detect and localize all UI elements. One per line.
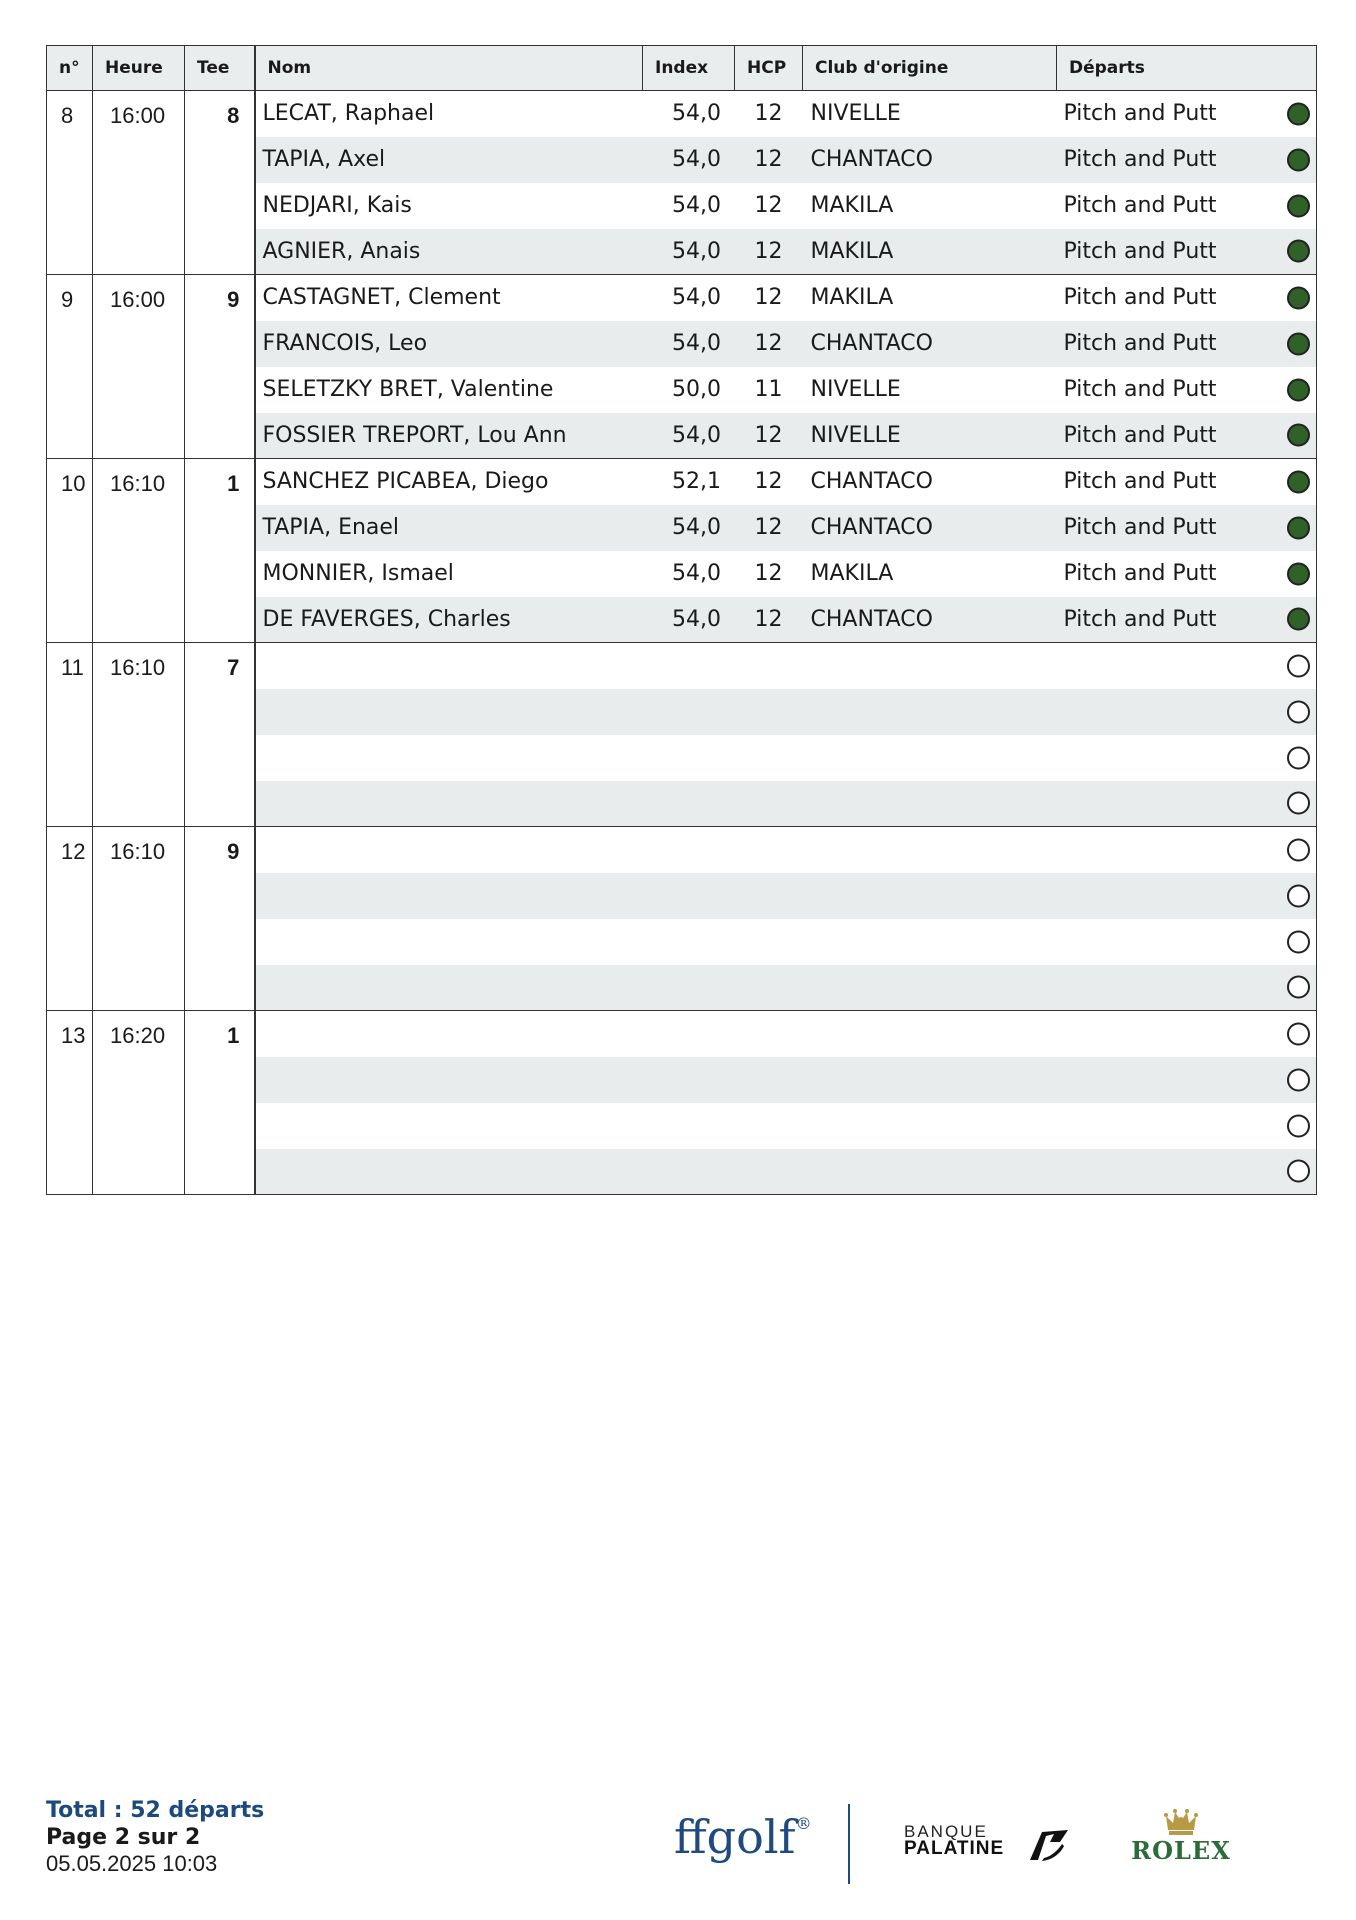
column-header-departs: Départs	[1057, 46, 1317, 91]
player-depart-cell	[1057, 919, 1317, 965]
player-depart-cell	[1057, 551, 1317, 597]
player-depart-cell	[1057, 275, 1317, 321]
player-depart-cell	[1057, 873, 1317, 919]
player-depart-cell	[1057, 827, 1317, 873]
player-depart: Pitch and Putt	[1063, 193, 1217, 218]
column-header-name: Nom	[255, 46, 643, 91]
player-hcp: 12	[735, 505, 803, 551]
player-name: MONNIER, Ismael	[262, 561, 454, 586]
table-row	[47, 1011, 1317, 1057]
tee-number: 1	[185, 459, 255, 643]
player-index: 54,0	[643, 137, 735, 183]
player-hcp: 12	[735, 413, 803, 459]
player-club	[803, 1103, 1057, 1149]
tee-number: 7	[185, 643, 255, 827]
player-club: MAKILA	[810, 285, 894, 311]
table-row	[47, 459, 1317, 505]
column-header-index: Index	[643, 46, 735, 91]
status-dot-empty-icon	[1287, 930, 1310, 953]
banque-palatine-line1: BANQUE	[904, 1822, 988, 1841]
player-hcp	[735, 689, 803, 735]
player-name: SANCHEZ PICABEA, Diego	[262, 469, 549, 495]
player-club	[803, 735, 1057, 781]
player-club: NIVELLE	[810, 377, 901, 402]
player-club	[803, 689, 1057, 735]
player-name	[255, 643, 643, 689]
player-club: MAKILA	[810, 193, 894, 218]
player-index	[643, 1149, 735, 1195]
status-dot-empty-icon	[1287, 838, 1310, 861]
status-dot-empty-icon	[1287, 654, 1310, 677]
table-row	[47, 275, 1317, 321]
player-index	[643, 1103, 735, 1149]
tee-sheet	[46, 45, 1316, 1195]
player-name: TAPIA, Axel	[255, 137, 643, 183]
player-hcp: 12	[735, 137, 803, 183]
status-dot-confirmed-icon	[1287, 470, 1310, 493]
status-dot-empty-icon	[1287, 746, 1310, 769]
player-hcp	[735, 965, 803, 1011]
player-hcp	[735, 1103, 803, 1149]
group-number: 10	[47, 459, 93, 643]
player-depart: Pitch and Putt	[1063, 422, 1217, 448]
player-hcp: 12	[735, 229, 803, 275]
player-name	[255, 873, 643, 919]
start-list-table	[46, 45, 1317, 1195]
player-name	[255, 1011, 643, 1057]
tee-time: 16:00	[93, 275, 185, 459]
player-depart-cell	[1057, 505, 1317, 551]
player-name: CASTAGNET, Clement	[262, 285, 501, 311]
player-index	[643, 781, 735, 827]
status-dot-empty-icon	[1287, 1160, 1310, 1183]
player-depart-cell	[1057, 643, 1317, 689]
player-hcp: 12	[754, 101, 783, 127]
player-name: SELETZKY BRET, Valentine	[262, 377, 554, 402]
status-dot-empty-icon	[1287, 976, 1310, 999]
player-club: CHANTACO	[803, 505, 1057, 551]
ffgolf-logo-text: ffgolf	[674, 1810, 796, 1864]
player-club: CHANTACO	[803, 597, 1057, 643]
print-timestamp: 05.05.2025 10:03	[46, 1851, 218, 1876]
player-hcp: 12	[754, 469, 783, 495]
footer-summary	[46, 1797, 264, 1877]
ffgolf-logo	[674, 1810, 812, 1864]
banque-palatine-line2: PALATINE	[904, 1838, 1005, 1859]
tee-time: 16:20	[93, 1011, 185, 1195]
total-departs: Total : 52 départs	[46, 1798, 265, 1823]
player-index: 54,0	[672, 285, 721, 311]
player-depart-cell	[1057, 367, 1317, 413]
group-number: 9	[47, 275, 93, 459]
player-club: CHANTACO	[803, 321, 1057, 367]
player-hcp: 12	[735, 597, 803, 643]
sponsor-logos	[660, 1800, 1260, 1890]
column-header-hcp: HCP	[735, 46, 803, 91]
player-club: MAKILA	[803, 229, 1057, 275]
player-index	[643, 965, 735, 1011]
player-index	[643, 689, 735, 735]
player-depart: Pitch and Putt	[1063, 147, 1217, 172]
player-name: FRANCOIS, Leo	[255, 321, 643, 367]
player-hcp	[735, 873, 803, 919]
player-name: FOSSIER TREPORT, Lou Ann	[255, 413, 643, 459]
player-club	[803, 781, 1057, 827]
player-index: 54,0	[672, 101, 721, 127]
table-header-row	[47, 46, 1317, 91]
player-depart-cell	[1057, 1011, 1317, 1057]
player-hcp	[735, 1057, 803, 1103]
status-dot-empty-icon	[1287, 792, 1310, 815]
page-number: Page 2 sur 2	[46, 1825, 201, 1850]
player-depart-cell	[1057, 183, 1317, 229]
player-depart: Pitch and Putt	[1063, 515, 1217, 540]
player-name: LECAT, Raphael	[262, 101, 435, 127]
player-hcp	[735, 643, 803, 689]
player-hcp	[735, 827, 803, 873]
player-index: 50,0	[672, 377, 721, 402]
status-dot-confirmed-icon	[1287, 608, 1310, 631]
column-header-club: Club d'origine	[803, 46, 1057, 91]
status-dot-empty-icon	[1287, 884, 1310, 907]
column-header-time: Heure	[93, 46, 185, 91]
rolex-logo	[1126, 1808, 1236, 1865]
player-hcp: 12	[754, 193, 783, 218]
player-club	[803, 827, 1057, 873]
player-club	[803, 1011, 1057, 1057]
tee-number: 9	[185, 827, 255, 1011]
column-header-number: n°	[47, 46, 93, 91]
player-name	[255, 1057, 643, 1103]
player-club: CHANTACO	[810, 469, 933, 495]
group-number: 12	[47, 827, 93, 1011]
status-dot-confirmed-icon	[1287, 332, 1310, 355]
player-index: 54,0	[643, 229, 735, 275]
player-hcp	[735, 781, 803, 827]
player-club: MAKILA	[810, 561, 894, 586]
banque-palatine-emblem-icon	[1024, 1828, 1070, 1862]
player-index: 54,0	[643, 597, 735, 643]
player-hcp	[735, 919, 803, 965]
player-name	[255, 1149, 643, 1195]
status-dot-confirmed-icon	[1287, 562, 1310, 585]
status-dot-confirmed-icon	[1287, 286, 1310, 309]
player-depart: Pitch and Putt	[1063, 561, 1217, 586]
player-club	[803, 643, 1057, 689]
player-depart-cell	[1057, 459, 1317, 505]
player-index: 54,0	[643, 505, 735, 551]
status-dot-empty-icon	[1287, 700, 1310, 723]
player-name: DE FAVERGES, Charles	[255, 597, 643, 643]
player-hcp	[735, 1011, 803, 1057]
status-dot-confirmed-icon	[1287, 240, 1310, 263]
player-depart-cell	[1057, 735, 1317, 781]
status-dot-empty-icon	[1287, 1022, 1310, 1045]
player-index	[643, 1011, 735, 1057]
banque-palatine-logo	[904, 1824, 1004, 1858]
player-name: NEDJARI, Kais	[262, 193, 412, 218]
tee-number: 9	[185, 275, 255, 459]
tee-time: 16:10	[93, 643, 185, 827]
column-header-tee: Tee	[185, 46, 255, 91]
player-hcp: 12	[754, 561, 783, 586]
player-index	[643, 873, 735, 919]
status-dot-empty-icon	[1287, 1114, 1310, 1137]
player-hcp: 11	[754, 377, 783, 402]
player-depart-cell	[1057, 1149, 1317, 1195]
player-index: 54,0	[672, 193, 721, 218]
player-depart: Pitch and Putt	[1063, 469, 1217, 495]
rolex-wordmark: ROLEX	[1131, 1836, 1231, 1865]
player-club	[803, 919, 1057, 965]
player-index: 52,1	[672, 469, 721, 495]
player-depart: Pitch and Putt	[1063, 101, 1217, 127]
ffgolf-trademark: ®	[795, 1814, 812, 1833]
player-club	[803, 965, 1057, 1011]
player-club	[803, 873, 1057, 919]
player-index	[643, 919, 735, 965]
player-depart-cell	[1057, 229, 1317, 275]
player-depart-cell	[1057, 91, 1317, 137]
player-hcp: 12	[754, 285, 783, 311]
player-depart-cell	[1057, 137, 1317, 183]
player-club: CHANTACO	[803, 137, 1057, 183]
status-dot-confirmed-icon	[1287, 194, 1310, 217]
status-dot-empty-icon	[1287, 1068, 1310, 1091]
player-name: AGNIER, Anais	[255, 229, 643, 275]
group-number: 13	[47, 1011, 93, 1195]
player-hcp	[735, 735, 803, 781]
player-index	[643, 735, 735, 781]
player-name	[255, 965, 643, 1011]
player-hcp: 12	[735, 321, 803, 367]
table-row	[47, 643, 1317, 689]
player-club: NIVELLE	[810, 101, 901, 127]
player-depart-cell	[1057, 1103, 1317, 1149]
player-depart: Pitch and Putt	[1063, 331, 1217, 356]
group-number: 8	[47, 91, 93, 275]
player-hcp	[735, 1149, 803, 1195]
player-depart-cell	[1057, 413, 1317, 459]
player-club: NIVELLE	[803, 413, 1057, 459]
player-index: 54,0	[672, 561, 721, 586]
player-depart: Pitch and Putt	[1063, 377, 1217, 402]
tee-number: 1	[185, 1011, 255, 1195]
player-name	[255, 919, 643, 965]
player-depart-cell	[1057, 1057, 1317, 1103]
player-club	[803, 1057, 1057, 1103]
tee-time: 16:10	[93, 827, 185, 1011]
tee-number: 8	[185, 91, 255, 275]
player-depart-cell	[1057, 781, 1317, 827]
player-depart: Pitch and Putt	[1063, 238, 1217, 264]
player-name	[255, 1103, 643, 1149]
player-index: 54,0	[643, 321, 735, 367]
player-index	[643, 1057, 735, 1103]
tee-time: 16:10	[93, 459, 185, 643]
table-row	[47, 91, 1317, 137]
player-club	[803, 1149, 1057, 1195]
player-depart-cell	[1057, 689, 1317, 735]
status-dot-confirmed-icon	[1287, 378, 1310, 401]
rolex-crown-icon	[1164, 1808, 1198, 1836]
tee-time: 16:00	[93, 91, 185, 275]
logo-divider	[848, 1804, 850, 1884]
table-row	[47, 827, 1317, 873]
player-index: 54,0	[643, 413, 735, 459]
player-index	[643, 827, 735, 873]
player-depart-cell	[1057, 965, 1317, 1011]
player-name: TAPIA, Enael	[255, 505, 643, 551]
player-depart-cell	[1057, 321, 1317, 367]
player-name	[255, 781, 643, 827]
player-name	[255, 827, 643, 873]
player-depart: Pitch and Putt	[1063, 606, 1217, 632]
player-depart: Pitch and Putt	[1063, 285, 1217, 311]
status-dot-confirmed-icon	[1287, 424, 1310, 447]
player-name	[255, 735, 643, 781]
player-name	[255, 689, 643, 735]
group-number: 11	[47, 643, 93, 827]
status-dot-confirmed-icon	[1287, 102, 1310, 125]
status-dot-confirmed-icon	[1287, 148, 1310, 171]
player-depart-cell	[1057, 597, 1317, 643]
status-dot-confirmed-icon	[1287, 516, 1310, 539]
player-index	[643, 643, 735, 689]
